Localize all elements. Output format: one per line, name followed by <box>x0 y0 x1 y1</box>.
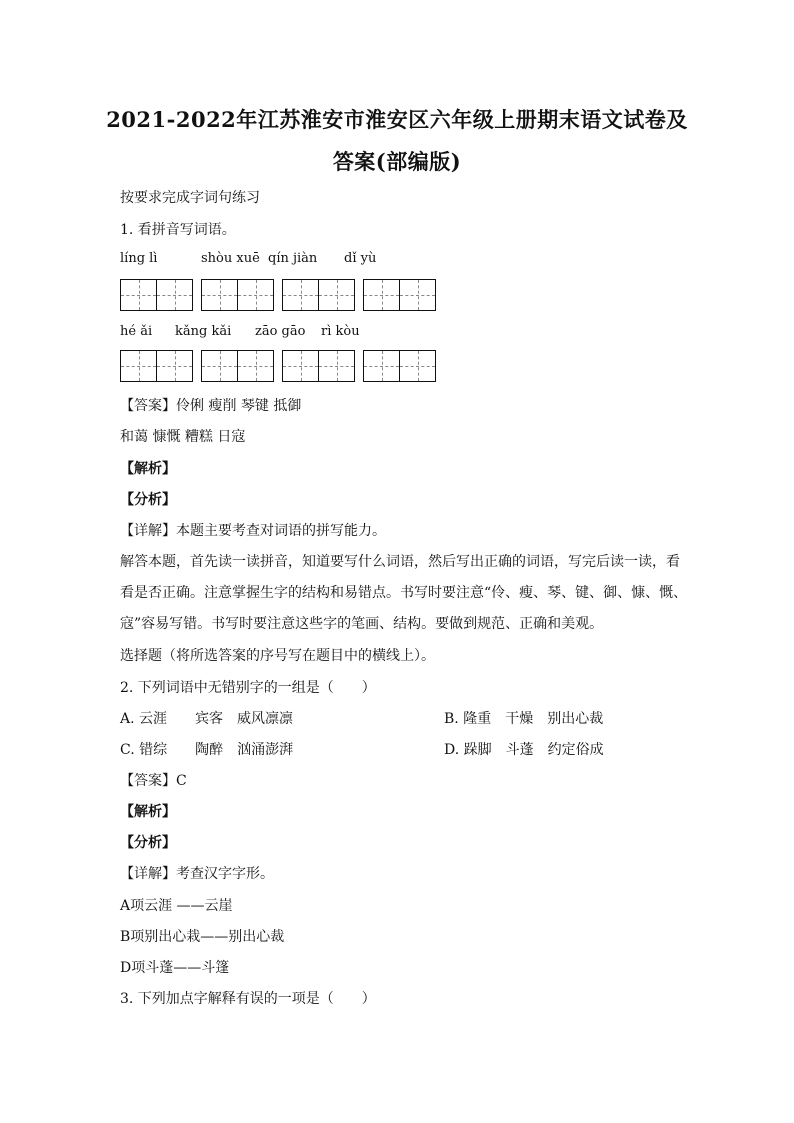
document-title-line1: 2021-2022年江苏淮安市淮安区六年级上册期末语文试卷及 <box>106 107 688 132</box>
writing-box[interactable] <box>282 279 319 311</box>
pinyin-item: kǎng kǎi <box>175 324 232 339</box>
question-2-stem: 2. 下列词语中无错别字的一组是（ ） <box>120 680 376 696</box>
q1-answer-line-1: 【答案】伶俐 瘦削 琴键 抵御 <box>120 398 302 414</box>
q1-detail-line-2: 看是否正确。注意掌握生字的结构和易错点。书写时要注意“伶、瘦、琴、键、御、慷、慨、 <box>120 585 688 601</box>
writing-box[interactable] <box>318 350 355 382</box>
writing-grid-row-1 <box>120 279 440 311</box>
pinyin-row-1 <box>120 251 680 269</box>
pinyin-item: shòu xuē <box>201 251 260 266</box>
q2-jiexi-label: 【解析】 <box>120 804 176 820</box>
pinyin-item: hé ǎi <box>120 324 153 339</box>
q1-detail-head: 【详解】本题主要考查对词语的拼写能力。 <box>120 523 386 539</box>
q1-detail-line-3: 寇”容易写错。书写时要注意这些字的笔画、结构。要做到规范、正确和美观。 <box>120 616 604 632</box>
writing-box[interactable] <box>399 350 436 382</box>
q2-option-b: B. 隆重 干燥 别出心裁 <box>444 711 604 727</box>
q2-fix-d: D项斗蓬——斗篷 <box>120 960 230 976</box>
writing-box[interactable] <box>237 279 274 311</box>
pinyin-item: líng lì <box>120 251 158 266</box>
writing-box[interactable] <box>120 350 157 382</box>
q2-fenxi-label: 【分析】 <box>120 835 176 851</box>
section-heading-words: 按要求完成字词句练习 <box>120 190 260 206</box>
writing-box[interactable] <box>120 279 157 311</box>
q2-detail-head: 【详解】考查汉字字形。 <box>120 866 274 882</box>
q2-option-c: C. 错综 陶醉 汹涌澎湃 <box>120 742 294 758</box>
pinyin-item: dǐ yù <box>344 251 377 266</box>
question-3-stem: 3. 下列加点字解释有误的一项是（ ） <box>120 991 376 1007</box>
writing-box[interactable] <box>318 279 355 311</box>
q2-answer: 【答案】C <box>120 773 187 789</box>
pinyin-row-2 <box>120 324 680 342</box>
q2-option-d: D. 跺脚 斗蓬 约定俗成 <box>444 742 604 758</box>
q1-fenxi-label: 【分析】 <box>120 492 176 508</box>
writing-box[interactable] <box>201 279 238 311</box>
document-title-line2: 答案(部编版) <box>332 149 462 174</box>
writing-box[interactable] <box>363 279 400 311</box>
writing-grid-row-2 <box>120 350 440 382</box>
writing-box[interactable] <box>201 350 238 382</box>
writing-box[interactable] <box>282 350 319 382</box>
q2-option-a: A. 云涯 宾客 威风凛凛 <box>120 711 294 727</box>
writing-box[interactable] <box>237 350 274 382</box>
question-1-stem: 1. 看拼音写词语。 <box>120 222 236 238</box>
q1-jiexi-label: 【解析】 <box>120 461 176 477</box>
q1-answer-line-2: 和蔼 慷慨 糟糕 日寇 <box>120 429 246 445</box>
pinyin-item: zāo gāo <box>255 324 306 339</box>
pinyin-item: qín jiàn <box>268 251 318 266</box>
q2-fix-b: B项别出心栽——别出心裁 <box>120 929 285 945</box>
writing-box[interactable] <box>363 350 400 382</box>
section-heading-choice: 选择题（将所选答案的序号写在题目中的横线上）。 <box>120 648 435 664</box>
pinyin-item: rì kòu <box>321 324 360 339</box>
q2-fix-a: A项云涯 ——云崖 <box>120 898 233 914</box>
writing-box[interactable] <box>156 350 193 382</box>
writing-box[interactable] <box>156 279 193 311</box>
q1-detail-line-1: 解答本题，首先读一读拼音，知道要写什么词语，然后写出正确的词语，写完后读一读，看 <box>120 554 680 570</box>
writing-box[interactable] <box>399 279 436 311</box>
